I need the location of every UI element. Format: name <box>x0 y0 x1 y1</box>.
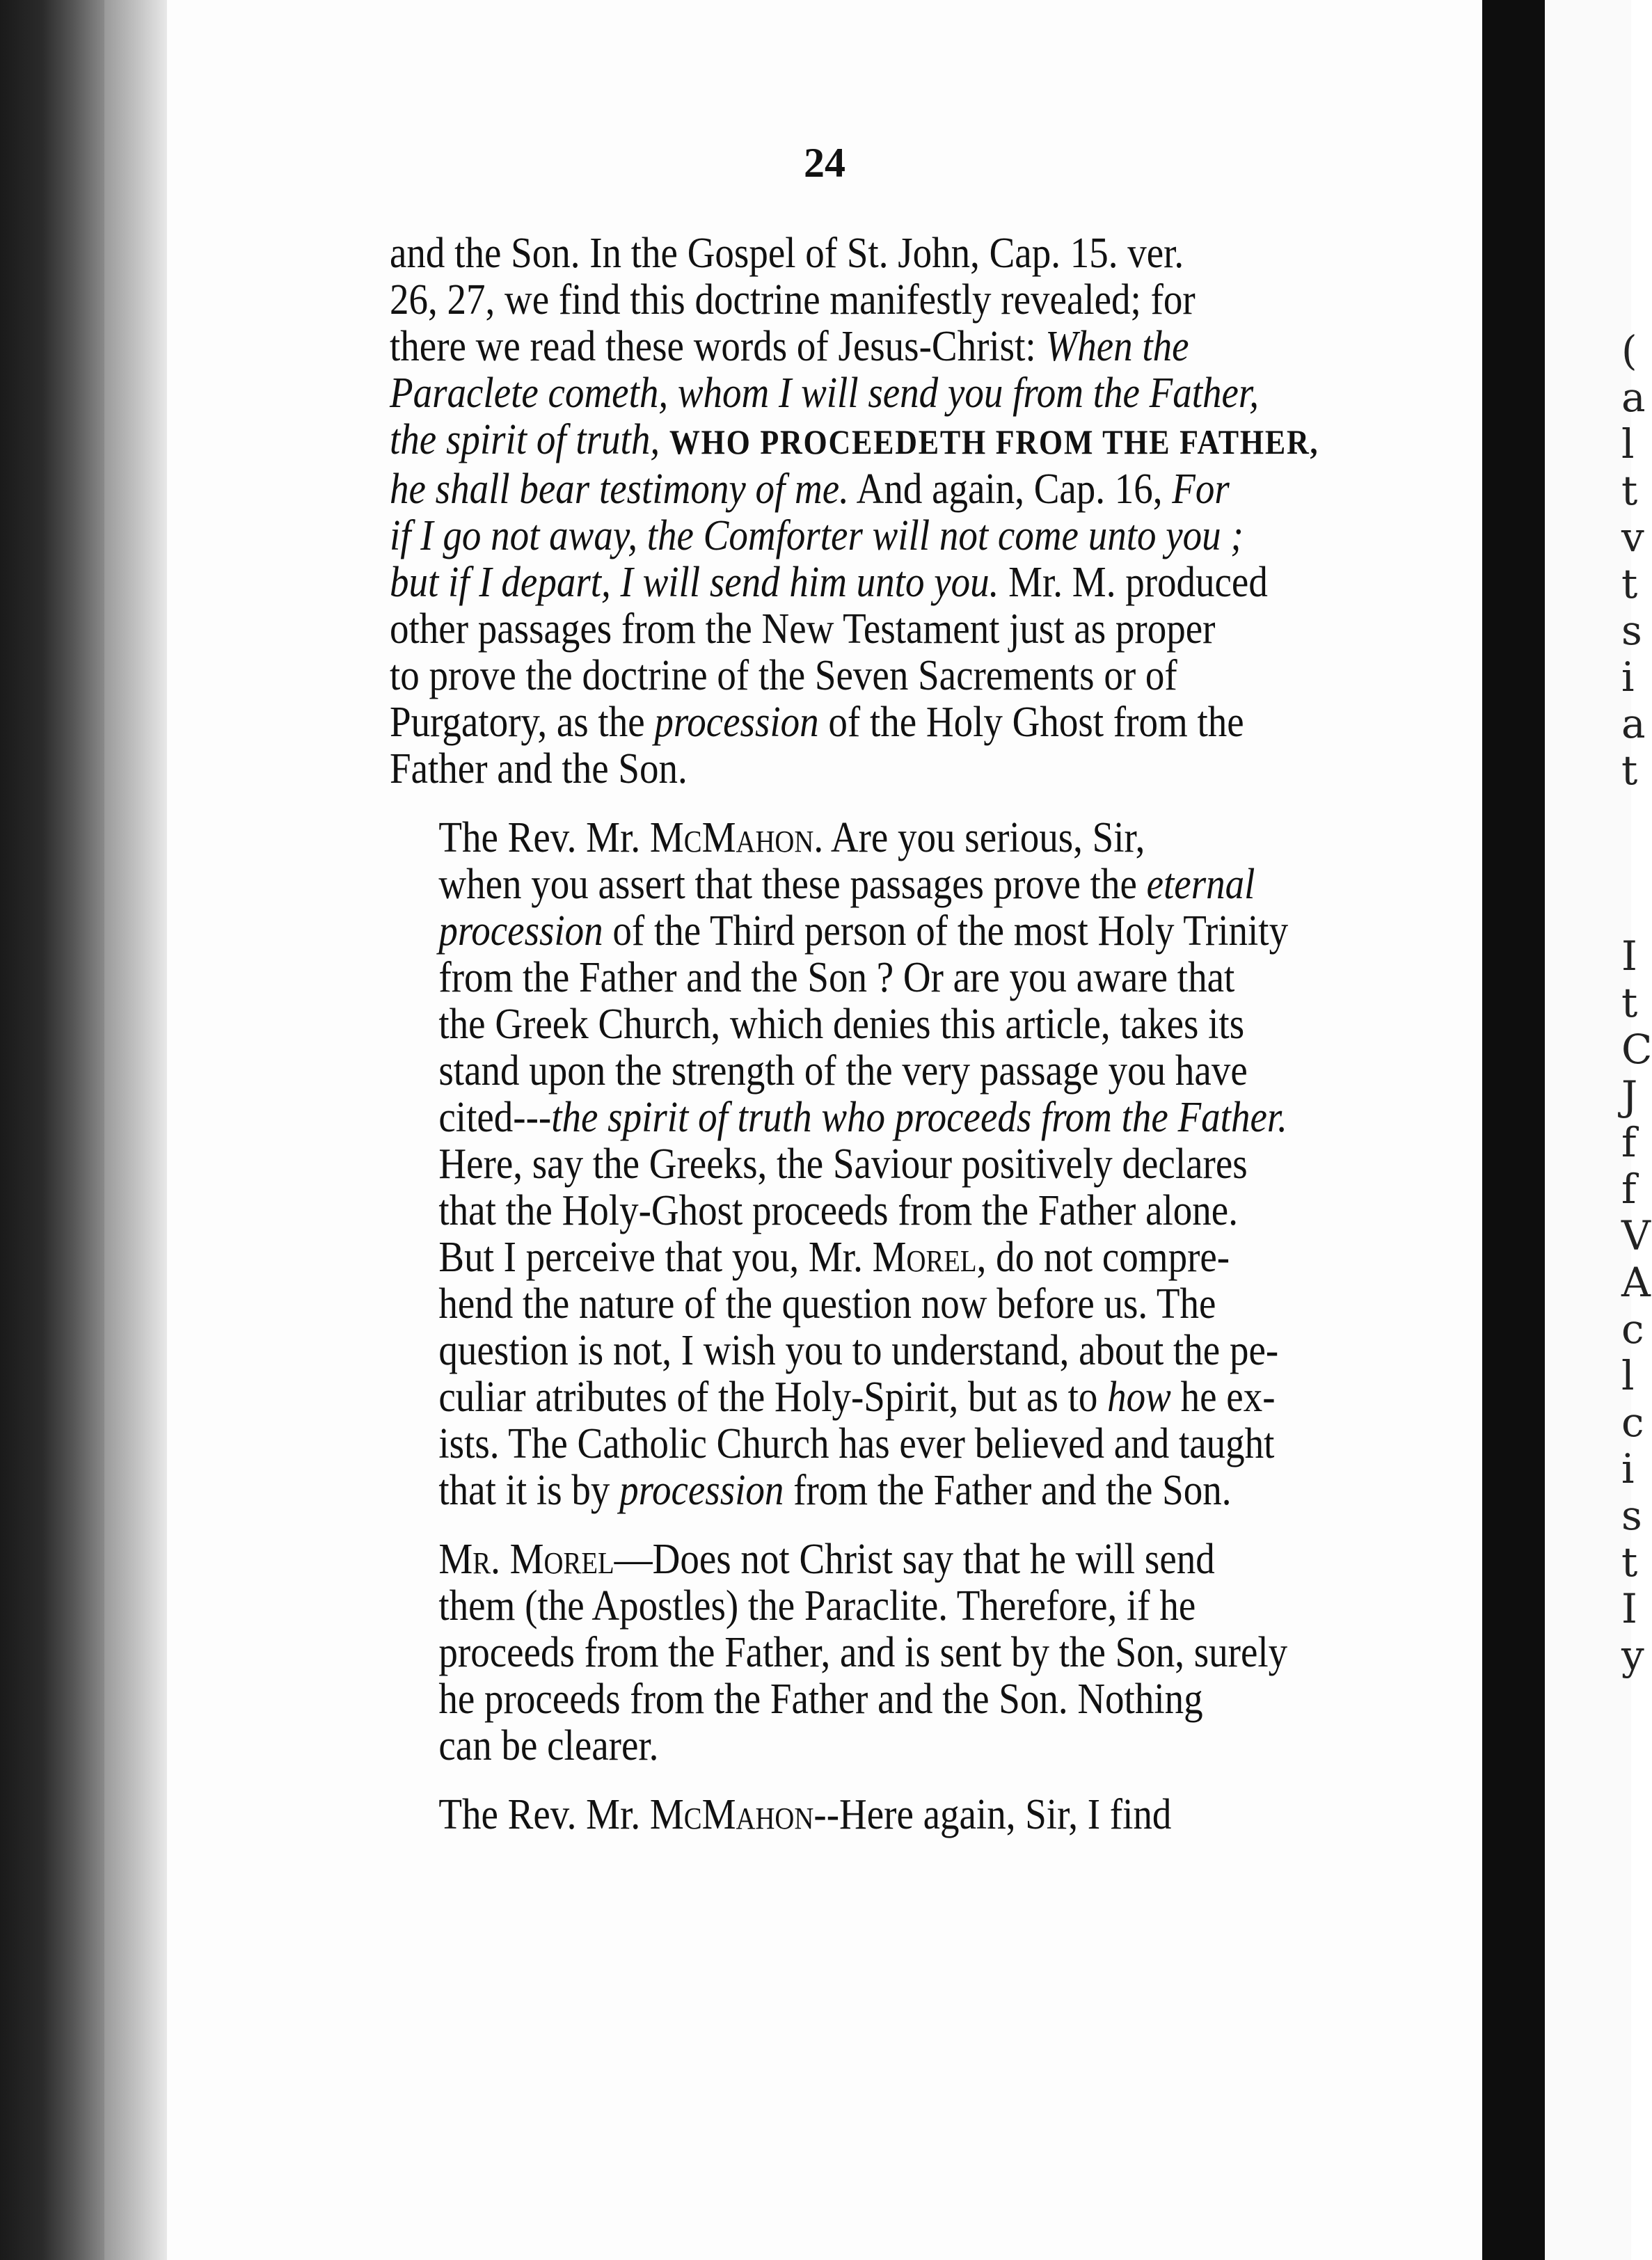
text-line <box>390 512 1479 559</box>
adjacent-page-letter: f <box>1621 1165 1637 1213</box>
text-line: proceeds from the Father, and is sent by the Son, surely <box>438 1628 1288 1676</box>
adjacent-page-letter: y <box>1621 1632 1644 1679</box>
paragraph-continuation <box>390 230 1479 792</box>
adjacent-page-letter: t <box>1621 560 1638 607</box>
adjacent-page-letter: c <box>1621 1399 1644 1446</box>
adjacent-page-letter: i <box>1621 1445 1635 1493</box>
paragraph-morel: Mr. Morel—Does not Christ say that he will send them (the Apostles) the Paraclite. Therefore, if he proceeds from the Father, and is sent by the Son, surely he proceeds from the Father and the Son. Nothing can be clearer. <box>390 1536 1479 1769</box>
scan-border-left <box>0 0 104 2260</box>
text-line: the Greek Church, which denies this article, takes its <box>438 999 1245 1048</box>
emphasized-word: procession <box>438 906 603 955</box>
speaker-name: McMahon. <box>649 813 824 861</box>
text-line: cited---the spirit of truth who proceeds from the Father. <box>438 1092 1287 1141</box>
adjacent-page-letter: I <box>1621 932 1637 980</box>
adjacent-page-fragment <box>1545 0 1652 2260</box>
scripture-quote: he shall bear testimony of me. <box>390 464 849 513</box>
text-line <box>390 369 1479 416</box>
paragraph-mcmahon: The Rev. Mr. McMahon. Are you serious, Sir, when you assert that these passages prove the eternal procession of the Third person of the most Holy Trinity from the Father and the Son ? Or are you aware that the Greek Church, which denies this article, takes its stand upon the strength of the very passage you have cited---the spirit of truth who proceeds from the Father. Here, say the Greeks, the Saviour positively declares that the Holy-Ghost proceeds from the Father alone. But I perceive that you, Mr. Morel, do not compre- hend the nature of the question now before us. The question is not, I wish you to understand, about the pe- culiar atributes of the Holy-Spirit, but as to how he ex- ists. The Catholic Church has ever believed and taught that it is by procession from the Father and the Son. <box>390 814 1479 1513</box>
text-line: procession of the Third person of the most Holy Trinity <box>438 906 1289 955</box>
adjacent-page-letter: l <box>1621 1352 1635 1399</box>
text-line: them (the Apostles) the Paraclite. Therefore, if he <box>438 1581 1196 1630</box>
book-page <box>167 0 1482 2260</box>
adjacent-page-letter: i <box>1621 653 1635 701</box>
text-line: But I perceive that you, Mr. Morel, do not compre- <box>438 1232 1230 1281</box>
text-line: Here, say the Greeks, the Saviour positively declares <box>438 1139 1248 1188</box>
scripture-quote: the spirit of truth, <box>390 415 660 463</box>
adjacent-page-letter: s <box>1621 1492 1642 1539</box>
body-text <box>390 230 1479 1860</box>
emphasized-word: procession <box>619 1465 784 1514</box>
adjacent-page-letter: l <box>1621 420 1635 468</box>
speaker-name: McMahon <box>649 1790 814 1838</box>
text-line <box>390 416 1479 465</box>
adjacent-page-letter: f <box>1621 1119 1637 1166</box>
scripture-quote: if I go not away, the Comforter will not come unto you ; <box>390 511 1244 559</box>
adjacent-page-letter: ( <box>1621 327 1637 374</box>
adjacent-page-letter: t <box>1621 467 1638 514</box>
scripture-quote: For <box>1172 464 1230 513</box>
adjacent-page-letter: J <box>1621 1072 1638 1120</box>
paragraph-mcmahon-reply: The Rev. Mr. McMahon--Here again, Sir, I find <box>438 1790 1172 1838</box>
text-line: when you assert that these passages prove the eternal <box>438 859 1255 908</box>
text-line: there we read these words of Jesus-Christ: When the <box>390 321 1189 370</box>
speaker-name: Mr. Morel <box>438 1534 614 1583</box>
text-line: ists. The Catholic Church has ever believed and taught <box>438 1419 1275 1467</box>
emphasized-word: how <box>1107 1372 1171 1421</box>
text-line: can be clearer. <box>438 1721 659 1769</box>
adjacent-page-letter: a <box>1621 700 1646 747</box>
adjacent-page-letter: a <box>1621 374 1646 421</box>
adjacent-page-letter: I <box>1621 1585 1637 1632</box>
text-line: Purgatory, as the procession of the Holy Ghost from the <box>390 697 1244 746</box>
page-number: 24 <box>804 140 845 186</box>
text-line: other passages from the New Testament just as proper <box>390 604 1216 653</box>
adjacent-page-letter: C <box>1621 1026 1652 1073</box>
text-line: from the Father and the Son ? Or are you aware that <box>438 953 1235 1001</box>
text-line: but if I depart, I will send him unto you. Mr. M. produced <box>390 557 1268 606</box>
text-line: to prove the doctrine of the Seven Sacrements or of <box>390 651 1177 699</box>
emphasized-word: eternal <box>1146 859 1255 908</box>
speaker-name: Morel, <box>872 1232 987 1281</box>
scripture-quote: but if I depart, I will send him unto you. <box>390 557 999 606</box>
text-line: and the Son. In the Gospel of St. John, Cap. 15. ver. <box>390 228 1184 277</box>
text-line: he proceeds from the Father and the Son. Nothing <box>438 1674 1203 1723</box>
adjacent-page-letter: v <box>1621 514 1644 561</box>
emphasized-word: procession <box>654 697 819 746</box>
text-line: he shall bear testimony of me. And again, Cap. 16, For <box>390 464 1230 513</box>
text-line: that the Holy-Ghost proceeds from the Father alone. <box>438 1186 1238 1234</box>
scan-border-right <box>1482 0 1545 2260</box>
adjacent-page-letter: t <box>1621 1538 1638 1586</box>
scripture-quote: Paraclete cometh, whom I will send you from the Father, <box>390 368 1259 417</box>
adjacent-page-letter: V <box>1621 1212 1651 1259</box>
emphasized-caps: WHO PROCEEDETH FROM THE FATHER, <box>669 422 1319 461</box>
text-line: culiar atributes of the Holy-Spirit, but as to how he ex- <box>438 1372 1276 1421</box>
text-line: question is not, I wish you to understand, about the pe- <box>438 1326 1279 1374</box>
adjacent-page-letter: s <box>1621 607 1642 654</box>
scripture-quote: the spirit of truth who proceeds from the Father. <box>551 1092 1287 1141</box>
text-line: Father and the Son. <box>390 744 688 793</box>
text-line: 26, 27, we find this doctrine manifestly revealed; for <box>390 275 1196 324</box>
scripture-quote: When the <box>1045 321 1189 370</box>
page-edge-stack <box>104 0 167 2260</box>
adjacent-page-letter: A <box>1621 1259 1651 1306</box>
text-line: that it is by procession from the Father and the Son. <box>438 1465 1232 1514</box>
text-line: stand upon the strength of the very passage you have <box>438 1046 1248 1095</box>
text-line: hend the nature of the question now before us. The <box>438 1279 1216 1328</box>
adjacent-page-letter: t <box>1621 747 1638 794</box>
adjacent-page-letter: c <box>1621 1305 1644 1353</box>
adjacent-page-letter: t <box>1621 979 1638 1026</box>
